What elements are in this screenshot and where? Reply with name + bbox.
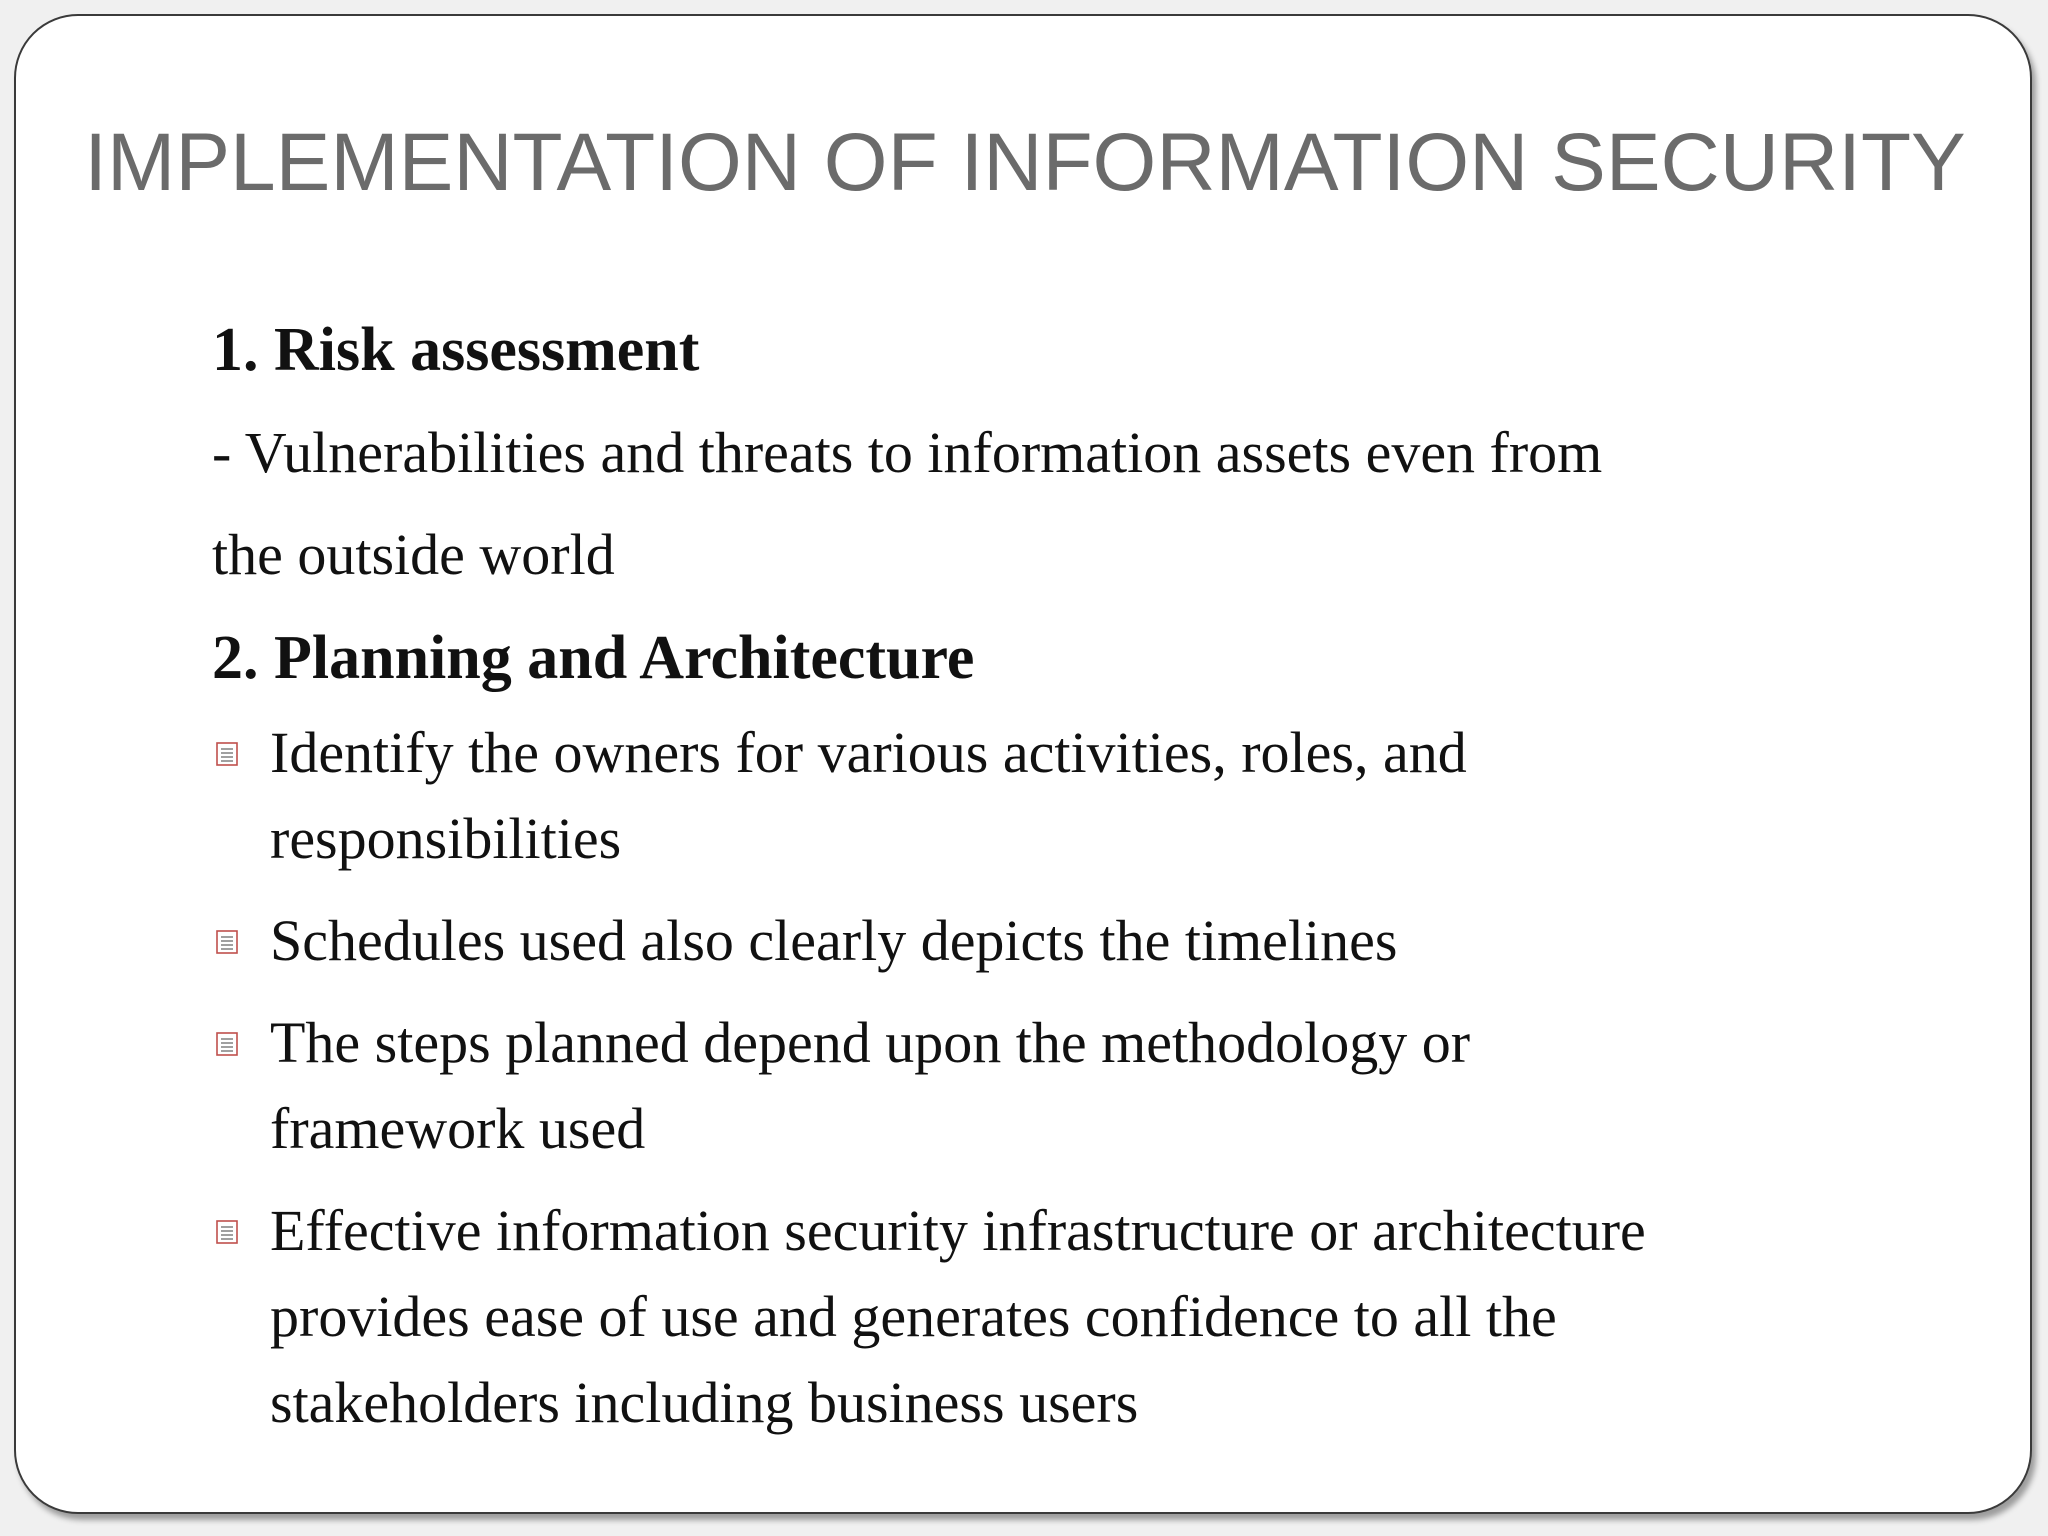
risk-assessment-line-2: the outside world: [212, 522, 615, 587]
bullet-line: provides ease of use and generates confidence to all the: [270, 1284, 1557, 1349]
list-bullet-icon: [216, 1220, 238, 1244]
bullet-line: The steps planned depend upon the methodology or: [270, 1010, 1471, 1075]
risk-assessment-line-1: - Vulnerabilities and threats to information assets even from: [212, 420, 1603, 485]
list-bullet-icon: [216, 930, 238, 954]
bullet-line: Identify the owners for various activities, roles, and: [270, 720, 1467, 785]
bullet-line: responsibilities: [270, 806, 622, 871]
slide: [14, 14, 2032, 1514]
section-heading-risk-assessment: 1. Risk assessment: [212, 316, 700, 384]
bullet-line: Schedules used also clearly depicts the timelines: [270, 908, 1398, 973]
slide-body: [212, 298, 1892, 1462]
bullet-line: framework used: [270, 1096, 646, 1161]
list-bullet-icon: [216, 1032, 238, 1056]
list-bullet-icon: [216, 742, 238, 766]
planning-bullet-list: [212, 710, 1892, 1446]
bullet-item: [212, 1000, 1892, 1172]
bullet-item: [212, 710, 1892, 882]
bullet-line: Effective information security infrastructure or architecture: [270, 1198, 1646, 1263]
slide-title: IMPLEMENTATION OF INFORMATION SECURITY: [84, 117, 1966, 208]
bullet-line: stakeholders including business users: [270, 1370, 1139, 1435]
bullet-item: [212, 898, 1892, 984]
bullet-item: [212, 1188, 1892, 1446]
section-heading-planning: 2. Planning and Architecture: [212, 624, 975, 692]
